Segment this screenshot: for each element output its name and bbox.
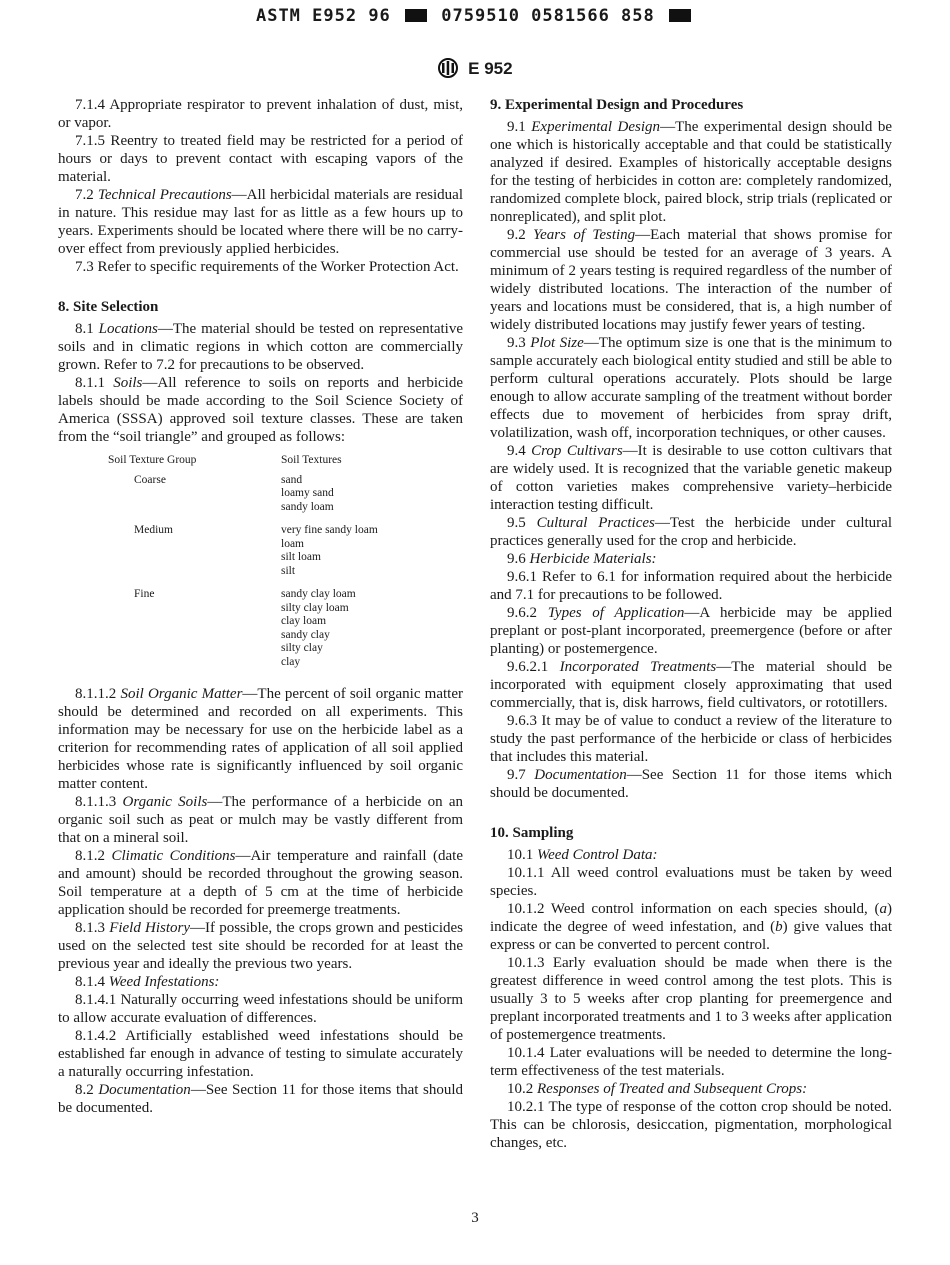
soil-texture-table	[108, 454, 378, 679]
paragraph: 8.1.4.2 Artificially established weed infestations should be established far enough in advance of testing to simulate accurately a naturally occurring infestation.	[58, 1028, 463, 1080]
table-cell-texture: sandy loam	[281, 500, 334, 513]
paragraph-title: Years of Testing	[533, 227, 636, 243]
astm-logo-icon	[437, 58, 459, 78]
paragraph-title: Plot Size	[530, 335, 584, 351]
paragraph-title: Organic Soils	[122, 794, 208, 810]
paragraph: 8.1.1.3 Organic Soils—The performance of a herbicide on an organic soil such as peat or mulch may be vastly different from that on a mineral soil.	[58, 794, 464, 846]
paragraph: 9.6.1 Refer to 6.1 for information required about the herbicide and 7.1 for precautions to be followed.	[490, 569, 892, 603]
paragraph-title: Experimental Design	[531, 119, 661, 135]
table-cell-texture: silt loam	[281, 551, 321, 563]
header-code-a: ASTM E952 96	[255, 6, 391, 26]
paragraph: 9.4 Crop Cultivars—It is desirable to use cotton cultivars that are widely used. It is recognized that the variable genetic makeup of cotton varieties makes comprehensive variety–herbicide interaction testing difficult.	[490, 443, 892, 513]
standard-title-line	[0, 58, 950, 79]
table-cell-texture: sandy clay	[281, 628, 330, 641]
table-cell-texture: silt	[281, 564, 296, 577]
paragraph: 10.1.2 Weed control information on each species should, (a) indicate the degree of weed infestation, and (b) give values that express or can be converted to percent control.	[490, 901, 892, 953]
table-cell-group: Fine	[134, 588, 155, 600]
table-cell-texture: sandy clay loam	[281, 588, 356, 600]
paragraph-title: Locations	[98, 321, 158, 337]
paragraph: 9.6.2 Types of Application—A herbicide may be applied preplant or post-plant incorporated, preemergence (before or after planting) or postemergence.	[490, 605, 892, 657]
standard-designation: E 952	[468, 59, 513, 78]
paragraph: 7.2 Technical Precautions—All herbicidal materials are residual in nature. This residue may last for as little as a few hours up to years. Experiments should be located where there will be no carry-over effect from previously applied herbicides.	[58, 187, 463, 257]
paragraph-title: Responses of Treated and Subsequent Crops:	[537, 1081, 808, 1097]
header-block-mark	[405, 9, 427, 22]
table-cell-texture: sand	[281, 473, 303, 486]
paragraph: 9.5 Cultural Practices—Test the herbicide under cultural practices generally used for the crop and herbicide.	[490, 515, 892, 549]
page-number: 3	[471, 1210, 479, 1226]
paragraph-title: Incorporated Treatments	[559, 659, 717, 675]
paragraph: 7.1.4 Appropriate respirator to prevent inhalation of dust, mist, or vapor.	[58, 97, 463, 131]
table-cell-texture: clay loam	[281, 615, 327, 627]
paragraph-title: Crop Cultivars	[531, 443, 623, 459]
paragraph: 9.6 Herbicide Materials:	[507, 551, 657, 567]
section-heading: 9. Experimental Design and Procedures	[490, 97, 744, 113]
paragraph: 10.2.1 The type of response of the cotton crop should be noted. This can be chlorosis, desiccation, pigmentation, morphological changes, etc.	[490, 1099, 892, 1151]
paragraph-title: Weed Infestations:	[108, 974, 220, 990]
paragraph: 8.1.1.2 Soil Organic Matter—The percent of soil organic matter should be determined and recorded on all experiments. This information may be necessary for use on the herbicide label as a criterion for recommending rates of application of all soil applied herbicides whose rate is significantly influenced by soil organic matter content.	[58, 686, 463, 792]
table-cell-texture: loamy sand	[281, 487, 334, 499]
paragraph: 9.7 Documentation—See Section 11 for those items which should be documented.	[490, 767, 893, 801]
paragraph-title: Technical Precautions	[97, 187, 232, 203]
table-cell-texture: silty clay loam	[281, 601, 349, 614]
paragraph: 10.1.1 All weed control evaluations must be taken by weed species.	[490, 865, 892, 899]
paragraph: 9.3 Plot Size—The optimum size is one that is the minimum to sample accurately each biological entity studied and still be able to perform cultural operations accurately. Plots should be large enough to allow accurate sampling of the treatment without border effects due to movement of herbicides from spray drift, volatilization, wash off, incorporation techniques, or other causes.	[490, 335, 892, 441]
paragraph-title: Herbicide Materials:	[529, 551, 657, 567]
right-column	[490, 96, 892, 1152]
table-cell-group: Coarse	[134, 473, 166, 486]
paragraph-title: Documentation	[534, 767, 627, 783]
table-cell-texture: clay	[281, 655, 301, 668]
table-row	[108, 474, 378, 525]
paragraph: 8.1.3 Field History—If possible, the crops grown and pesticides used on the selected test site should be recorded for at least the previous year and ideally the previous two years.	[58, 920, 464, 972]
table-header-row	[108, 454, 378, 474]
paragraph: 9.6.3 It may be of value to conduct a review of the literature to study the past performance of the herbicide or class of herbicides that includes this material.	[490, 713, 892, 765]
paragraph: 10.1.4 Later evaluations will be needed to determine the long-term effectiveness of the test materials.	[490, 1045, 892, 1079]
table-cell-texture: very fine sandy loam	[281, 524, 378, 536]
paragraph: 8.1.1 Soils—All reference to soils on reports and herbicide labels should be made according to the Soil Science Society of America (SSSA) approved soil texture classes. These are taken from the “soil triangle” and grouped as follows:	[58, 375, 464, 445]
paragraph-title: Cultural Practices	[536, 515, 655, 531]
paragraph: 10.1 Weed Control Data:	[507, 847, 658, 863]
table-header: Soil Textures	[281, 454, 342, 466]
header-block-mark	[669, 9, 691, 22]
table-cell-texture: silty clay	[281, 642, 323, 654]
table-cell-texture: loam	[281, 537, 304, 550]
paragraph-title: Types of Application	[547, 605, 685, 621]
left-column	[58, 96, 463, 1117]
paragraph: 7.1.5 Reentry to treated field may be restricted for a period of hours or days to prevent contact with escaping vapors of the material.	[58, 133, 463, 185]
table-header: Soil Texture Group	[108, 454, 197, 466]
paragraph-title: Soil Organic Matter	[120, 686, 243, 702]
paragraph: 8.1.2 Climatic Conditions—Air temperature and rainfall (date and amount) should be recorded throughout the growing season. Soil temperature at a depth of 5 cm at the time of herbicide application should be recorded for preemerge treatments.	[58, 848, 464, 918]
table-row	[108, 524, 378, 588]
paragraph: 9.1 Experimental Design—The experimental design should be one which is historically acceptable and that could be statistically analyzed if desired. Examples of historically acceptable designs for the testing of herbicides in cotton are: completely randomized, randomized complete block, paired block, strip trials (replicated or nonreplicated), and split plot.	[490, 119, 892, 225]
paragraph: 8.1.4 Weed Infestations:	[75, 974, 220, 990]
paragraph-title: Documentation	[98, 1082, 191, 1098]
paragraph-title: Climatic Conditions	[111, 848, 236, 864]
table-cell-group: Medium	[134, 524, 173, 536]
document-header-code	[0, 6, 950, 26]
paragraph: 9.6.2.1 Incorporated Treatments—The material should be incorporated with equipment closely approximating that used commercially, that is, disk harrows, field cultivators, or rototillers.	[490, 659, 892, 711]
paragraph-title: Field History	[109, 920, 191, 936]
paragraph: 10.1.3 Early evaluation should be made when there is the greatest difference in weed control among the test plots. This is usually 3 to 5 weeks after crop planting for preemergence and preplant incorporated treatments and 1 to 3 weeks after application of postemergence treatments.	[490, 955, 892, 1043]
table-row	[108, 588, 378, 679]
paragraph: 7.3 Refer to specific requirements of the Worker Protection Act.	[75, 259, 459, 275]
paragraph-title: Soils	[113, 375, 143, 391]
paragraph-title: Weed Control Data:	[537, 847, 658, 863]
section-heading: 8. Site Selection	[58, 299, 159, 315]
section-heading: 10. Sampling	[490, 825, 574, 841]
paragraph: 9.2 Years of Testing—Each material that shows promise for commercial use should be tested for an average of 3 years. A minimum of 2 years testing is required regardless of the number of widely distributed locations. The interaction of the number of years and locations must be considered, that is, a high number of widely distributed locations may justify fewer years of testing.	[490, 227, 893, 333]
header-code-b: 0759510 0581566 858	[441, 6, 655, 26]
paragraph: 8.2 Documentation—See Section 11 for those items that should be documented.	[58, 1082, 464, 1116]
paragraph: 8.1.4.1 Naturally occurring weed infestations should be uniform to allow accurate evaluation of differences.	[58, 992, 463, 1026]
paragraph: 8.1 Locations—The material should be tested on representative soils and in climatic regions in which cotton are commercially grown. Refer to 7.2 for precautions to be observed.	[58, 321, 463, 373]
paragraph: 10.2 Responses of Treated and Subsequent Crops:	[507, 1081, 808, 1097]
